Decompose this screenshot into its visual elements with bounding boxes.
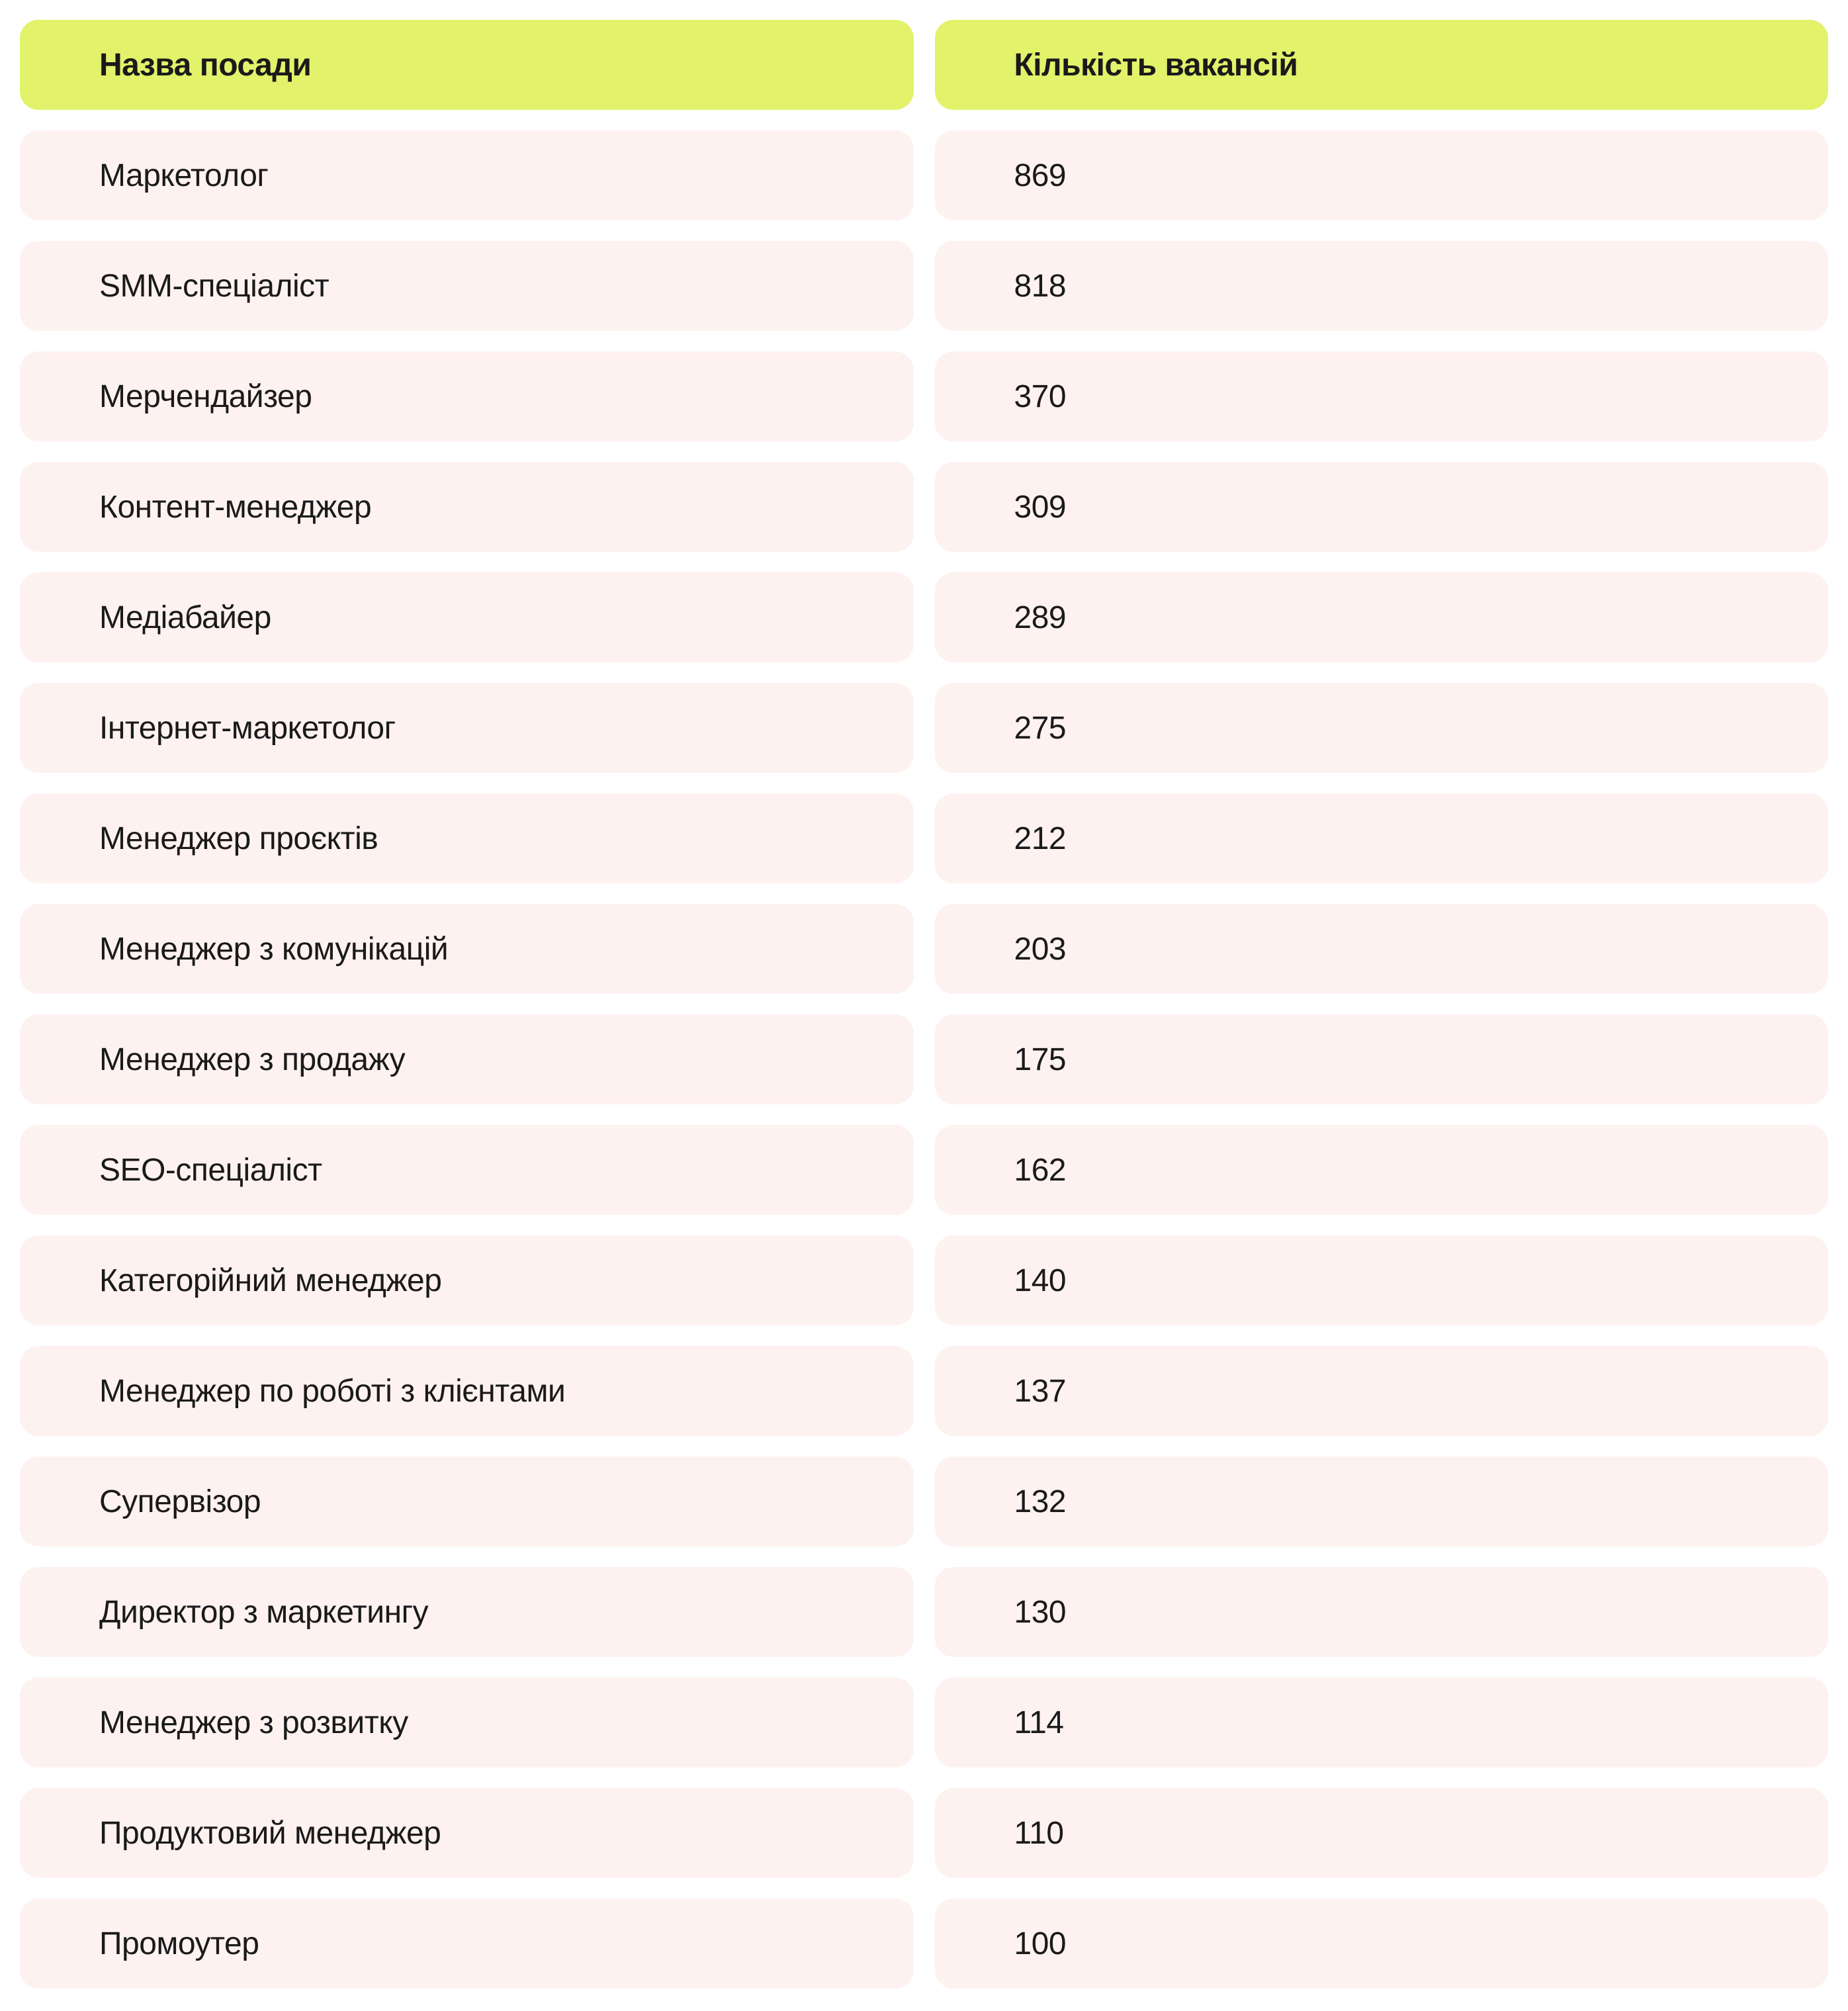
- job-title-cell: Менеджер з продажу: [20, 1014, 914, 1104]
- job-title-cell: Мерчендайзер: [20, 351, 914, 441]
- job-title-cell: Супервізор: [20, 1456, 914, 1546]
- job-title-cell: Менеджер з комунікацій: [20, 904, 914, 994]
- table-row: [20, 1235, 1828, 1325]
- table-row: [20, 1346, 1828, 1436]
- job-title-cell: Продуктовий менеджер: [20, 1788, 914, 1878]
- table-row: [20, 1567, 1828, 1657]
- vacancies-table: [20, 20, 1828, 2009]
- vacancy-count-cell: 869: [935, 130, 1829, 220]
- table-row: [20, 241, 1828, 331]
- vacancy-count-cell: 370: [935, 351, 1829, 441]
- job-title-cell: Директор з маркетингу: [20, 1567, 914, 1657]
- vacancy-count-cell: 132: [935, 1456, 1829, 1546]
- job-title-cell: SEO-спеціаліст: [20, 1125, 914, 1215]
- job-title-cell: Медіабайер: [20, 572, 914, 662]
- table-row: [20, 683, 1828, 773]
- job-title-cell: Контент-менеджер: [20, 462, 914, 552]
- job-title-cell: Менеджер проєктів: [20, 793, 914, 883]
- vacancy-count-cell: 114: [935, 1677, 1829, 1767]
- vacancy-count-cell: 110: [935, 1788, 1829, 1878]
- vacancy-count-cell: 275: [935, 683, 1829, 773]
- job-title-cell: Менеджер по роботі з клієнтами: [20, 1346, 914, 1436]
- vacancy-count-cell: 137: [935, 1346, 1829, 1436]
- table-row: [20, 351, 1828, 441]
- table-row: [20, 1125, 1828, 1215]
- job-title-cell: Менеджер з розвитку: [20, 1677, 914, 1767]
- vacancy-count-cell: 100: [935, 1899, 1829, 1989]
- header-job-title: Назва посади: [20, 20, 914, 110]
- vacancy-count-cell: 289: [935, 572, 1829, 662]
- vacancy-count-cell: 212: [935, 793, 1829, 883]
- header-vacancy-count: Кількість вакансій: [935, 20, 1829, 110]
- vacancy-count-cell: 203: [935, 904, 1829, 994]
- table-row: [20, 1899, 1828, 1989]
- job-title-cell: Категорійний менеджер: [20, 1235, 914, 1325]
- vacancy-count-cell: 818: [935, 241, 1829, 331]
- job-title-cell: Маркетолог: [20, 130, 914, 220]
- table-row: [20, 793, 1828, 883]
- table-row: [20, 904, 1828, 994]
- table-row: [20, 462, 1828, 552]
- table-header: [20, 20, 1828, 110]
- vacancy-count-cell: 130: [935, 1567, 1829, 1657]
- job-title-cell: SMM-спеціаліст: [20, 241, 914, 331]
- table-row: [20, 1677, 1828, 1767]
- table-body: [20, 130, 1828, 1989]
- job-title-cell: Промоутер: [20, 1899, 914, 1989]
- table-row: [20, 1014, 1828, 1104]
- table-row: [20, 572, 1828, 662]
- vacancy-count-cell: 162: [935, 1125, 1829, 1215]
- vacancy-count-cell: 140: [935, 1235, 1829, 1325]
- table-row: [20, 130, 1828, 220]
- job-title-cell: Інтернет-маркетолог: [20, 683, 914, 773]
- table-row: [20, 1788, 1828, 1878]
- vacancy-count-cell: 175: [935, 1014, 1829, 1104]
- vacancy-count-cell: 309: [935, 462, 1829, 552]
- table-row: [20, 1456, 1828, 1546]
